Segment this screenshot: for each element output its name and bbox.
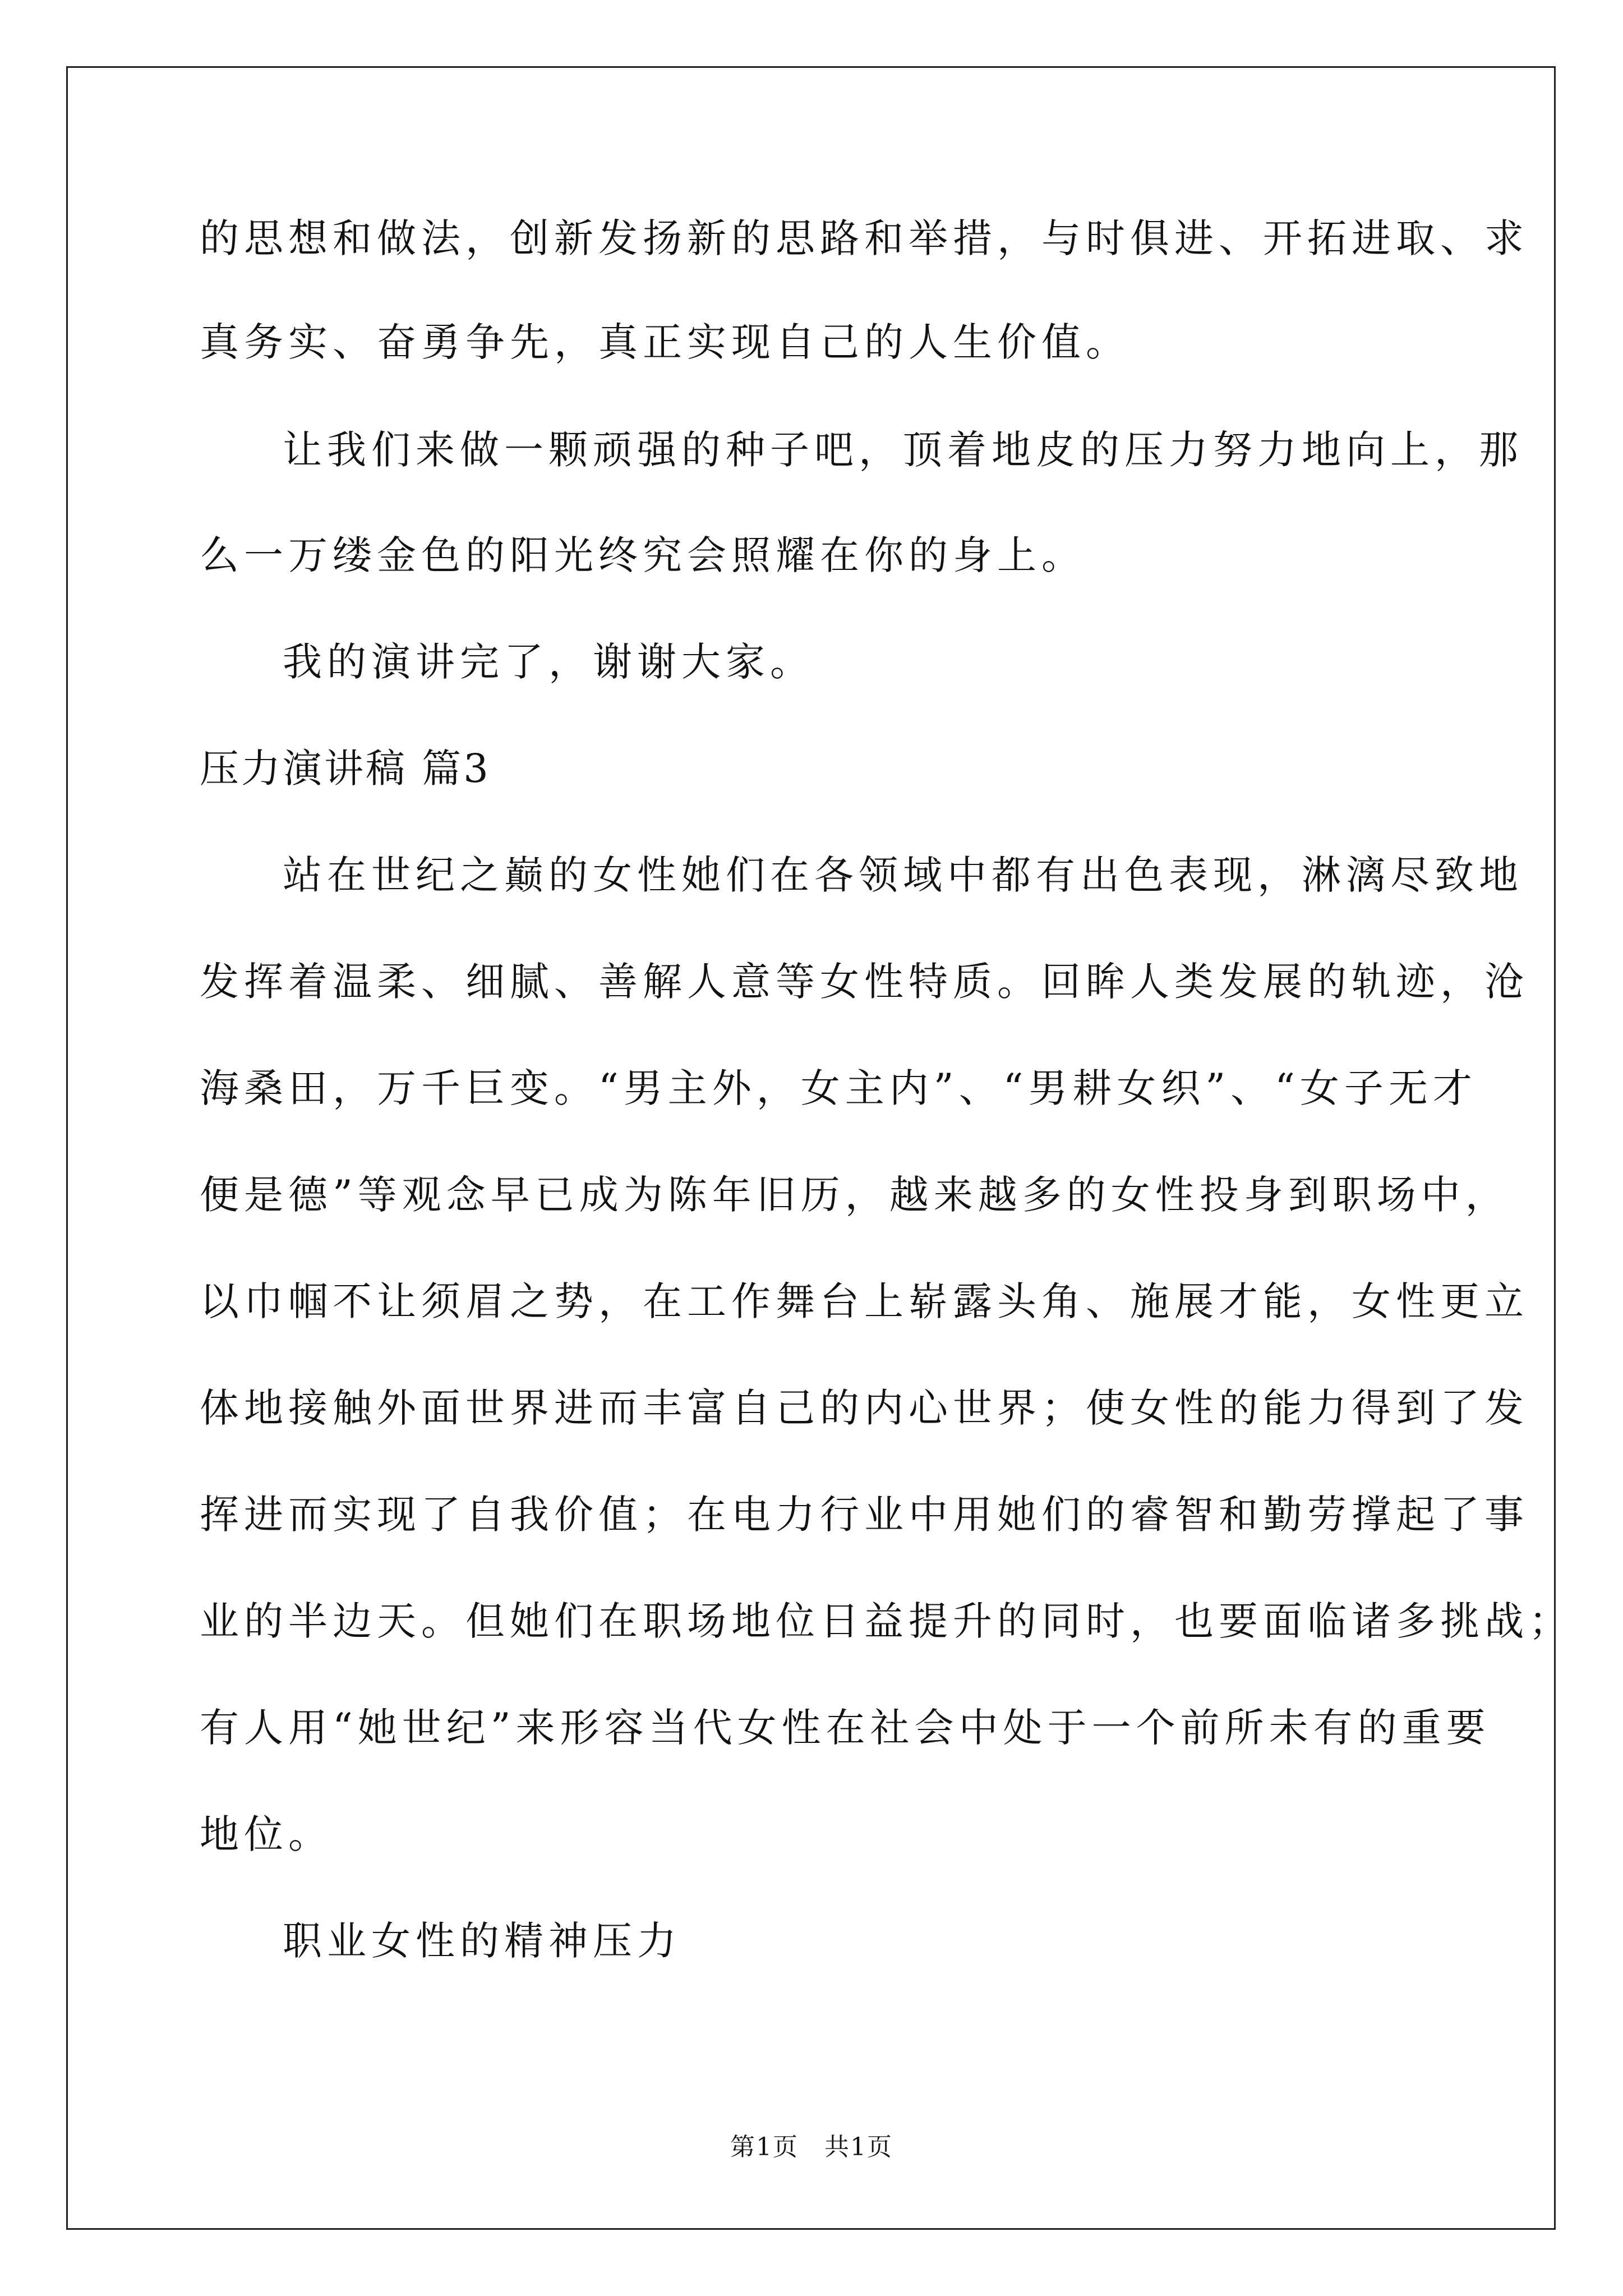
paragraph-4-line-4: 便是德”等观念早已成为陈年旧历，越来越多的女性投身到职场中， xyxy=(200,1172,1510,1218)
page-border xyxy=(66,66,1556,2230)
subsection-line: 职业女性的精神压力 xyxy=(283,1918,681,1964)
paragraph-4-line-6: 体地接触外面世界进而丰富自己的内心世界；使女性的能力得到了发 xyxy=(200,1385,1529,1431)
paragraph-4-line-5: 以巾帼不让须眉之势，在工作舞台上崭露头角、施展才能，女性更立 xyxy=(200,1278,1529,1324)
paragraph-4-line-9: 有人用“她世纪”来形容当代女性在社会中处于一个前所未有的重要 xyxy=(200,1705,1491,1751)
paragraph-1-line-1: 的思想和做法，创新发扬新的思路和举措，与时俱进、开拓进取、求 xyxy=(200,215,1529,261)
paragraph-4-line-7: 挥进而实现了自我价值；在电力行业中用她们的睿智和勤劳撑起了事 xyxy=(200,1492,1529,1538)
paragraph-2-line-1: 让我们来做一颗顽强的种子吧，顶着地皮的压力努力地向上，那 xyxy=(283,427,1523,473)
paragraph-4-line-1: 站在世纪之巅的女性她们在各领域中都有出色表现，淋漓尽致地 xyxy=(283,852,1523,898)
paragraph-2-line-2: 么一万缕金色的阳光终究会照耀在你的身上。 xyxy=(200,532,1086,578)
closing-remark: 我的演讲完了，谢谢大家。 xyxy=(283,639,814,685)
section-heading: 压力演讲稿 篇3 xyxy=(200,746,491,792)
paragraph-4-line-8: 业的半边天。但她们在职场地位日益提升的同时，也要面临诸多挑战； xyxy=(200,1598,1573,1644)
page-number: 第1页 共1页 xyxy=(730,2133,893,2161)
paragraph-4-line-2: 发挥着温柔、细腻、善解人意等女性特质。回眸人类发展的轨迹，沧 xyxy=(200,959,1529,1005)
paragraph-4-line-3: 海桑田，万千巨变。“男主外，女主内”、“男耕女织”、“女子无才 xyxy=(200,1065,1477,1111)
paragraph-1-line-2: 真务实、奋勇争先，真正实现自己的人生价值。 xyxy=(200,319,1130,365)
paragraph-4-line-10: 地位。 xyxy=(200,1811,333,1857)
